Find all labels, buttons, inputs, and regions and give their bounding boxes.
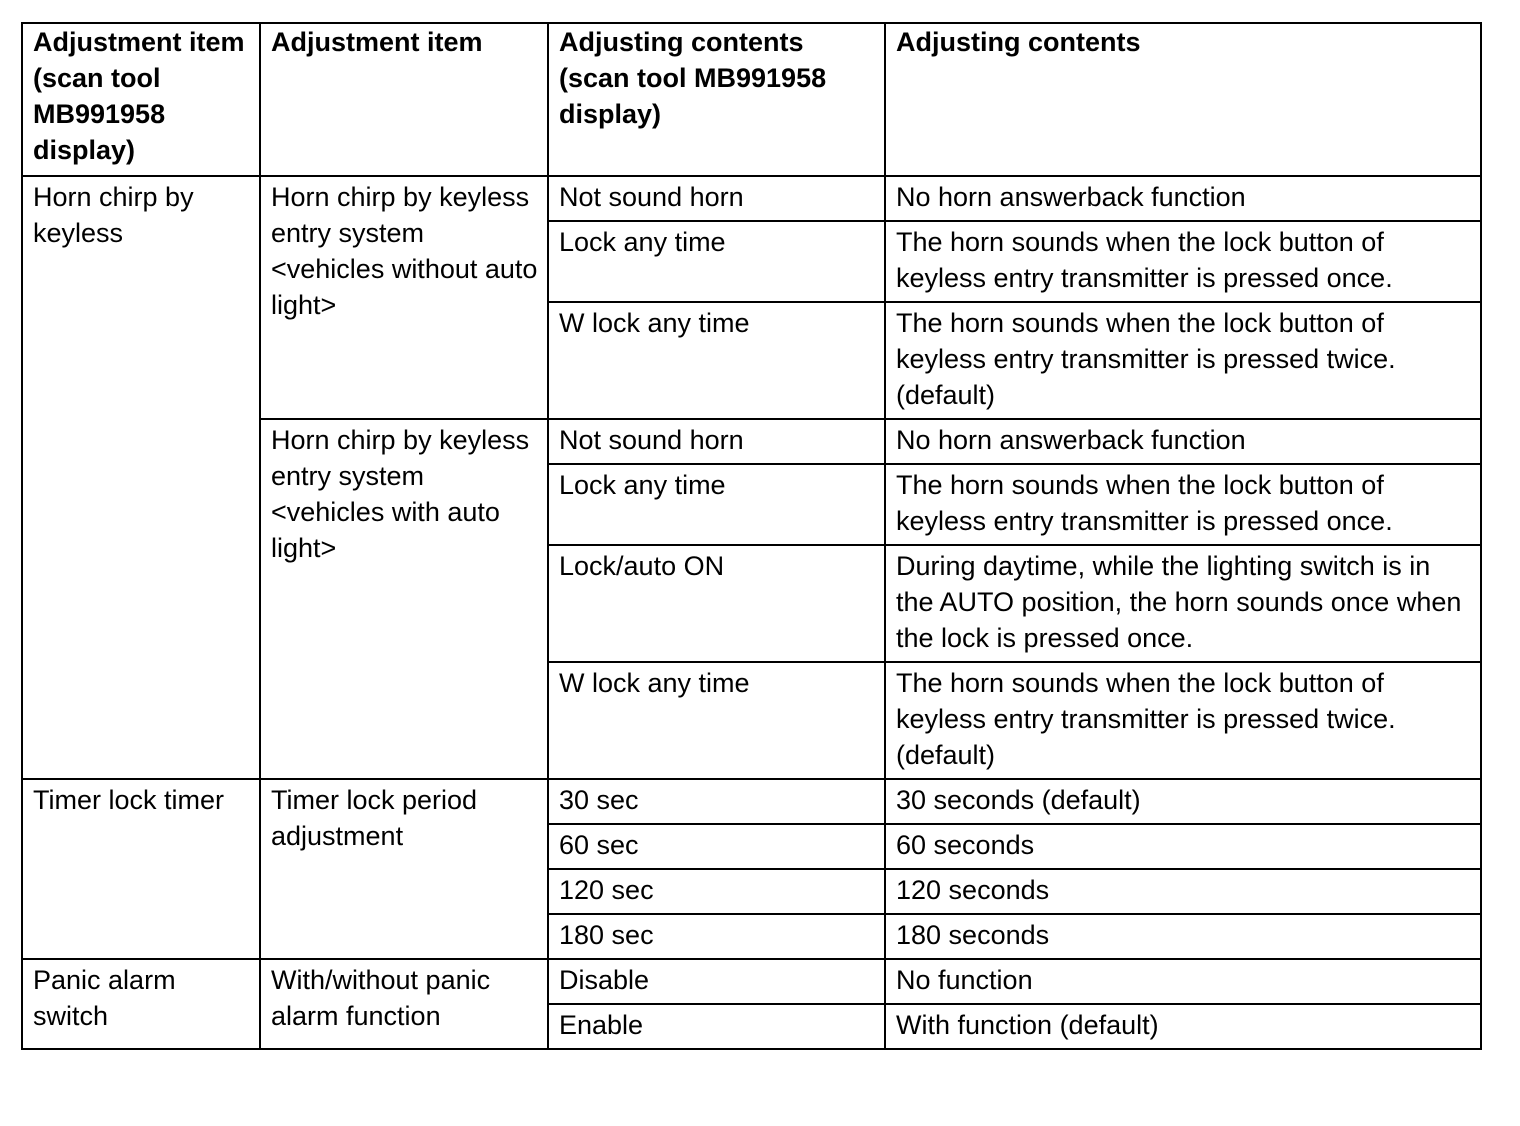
table-row — [22, 176, 1481, 221]
cell-display-value: Not sound horn — [548, 176, 885, 221]
cell-content-description: 60 seconds — [885, 824, 1481, 869]
cell-content-description: The horn sounds when the lock button of keyless entry transmitter is pressed twice. (default) — [885, 662, 1481, 779]
header-scan-tool-contents: Adjusting contents (scan tool MB991958 display) — [548, 23, 885, 176]
cell-scan-tool-item: Horn chirp by keyless — [22, 176, 260, 779]
cell-adjustment-item: Timer lock period adjustment — [260, 779, 548, 959]
cell-display-value: Disable — [548, 959, 885, 1004]
cell-content-description: 30 seconds (default) — [885, 779, 1481, 824]
cell-display-value: Lock any time — [548, 464, 885, 545]
cell-display-value: W lock any time — [548, 302, 885, 419]
cell-display-value: Lock/auto ON — [548, 545, 885, 662]
cell-display-value: Enable — [548, 1004, 885, 1049]
cell-display-value: 60 sec — [548, 824, 885, 869]
cell-content-description: The horn sounds when the lock button of keyless entry transmitter is pressed once. — [885, 221, 1481, 302]
header-row — [22, 23, 1481, 176]
cell-content-description: No horn answerback function — [885, 419, 1481, 464]
cell-content-description: The horn sounds when the lock button of keyless entry transmitter is pressed once. — [885, 464, 1481, 545]
table-row — [22, 779, 1481, 824]
header-adjustment-item: Adjustment item — [260, 23, 548, 176]
cell-display-value: Lock any time — [548, 221, 885, 302]
cell-content-description: 180 seconds — [885, 914, 1481, 959]
cell-scan-tool-item: Timer lock timer — [22, 779, 260, 959]
cell-content-description: No horn answerback function — [885, 176, 1481, 221]
cell-content-description: During daytime, while the lighting switch is in the AUTO position, the horn sounds once when the lock is pressed once. — [885, 545, 1481, 662]
cell-display-value: Not sound horn — [548, 419, 885, 464]
cell-content-description: No function — [885, 959, 1481, 1004]
cell-display-value: 30 sec — [548, 779, 885, 824]
cell-content-description: 120 seconds — [885, 869, 1481, 914]
header-adjusting-contents: Adjusting contents — [885, 23, 1481, 176]
cell-content-description: The horn sounds when the lock button of keyless entry transmitter is pressed twice. (default) — [885, 302, 1481, 419]
cell-adjustment-item: Horn chirp by keyless entry system <vehicles with auto light> — [260, 419, 548, 779]
cell-display-value: 180 sec — [548, 914, 885, 959]
table-row — [22, 959, 1481, 1004]
cell-adjustment-item: Horn chirp by keyless entry system <vehicles without auto light> — [260, 176, 548, 419]
header-scan-tool-item: Adjustment item (scan tool MB991958 display) — [22, 23, 260, 176]
cell-content-description: With function (default) — [885, 1004, 1481, 1049]
cell-display-value: 120 sec — [548, 869, 885, 914]
cell-adjustment-item: With/without panic alarm function — [260, 959, 548, 1049]
cell-scan-tool-item: Panic alarm switch — [22, 959, 260, 1049]
cell-display-value: W lock any time — [548, 662, 885, 779]
adjustment-table — [21, 22, 1482, 1050]
